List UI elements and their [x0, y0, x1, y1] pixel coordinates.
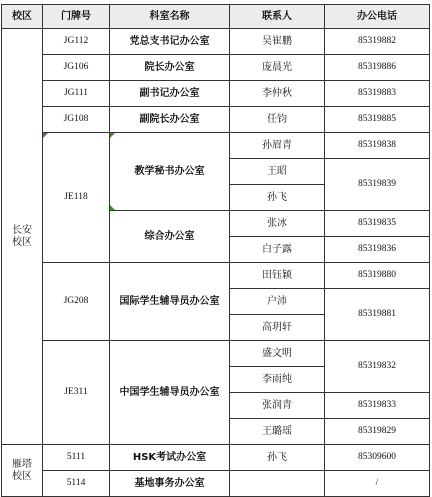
- contact-person: 任钧: [230, 107, 325, 133]
- table-row: [2, 133, 430, 159]
- room-number: JG111: [43, 81, 110, 107]
- department-name: 国际学生辅导员办公室: [110, 263, 230, 341]
- office-phone: /: [325, 471, 430, 497]
- department-name: 基地事务办公室: [110, 471, 230, 497]
- office-phone: 85319836: [325, 237, 430, 263]
- campus-label-line1: 雁塔: [12, 459, 32, 470]
- department-name: 副书记办公室: [110, 81, 230, 107]
- room-number: 5111: [43, 445, 110, 471]
- contact-person: 白子露: [230, 237, 325, 263]
- contact-person: 王璐瑶: [230, 419, 325, 445]
- office-phone: 85319832: [325, 341, 430, 393]
- department-name: 中国学生辅导员办公室: [110, 341, 230, 445]
- table-row: [2, 471, 430, 497]
- campus-yanta: [2, 445, 43, 497]
- department-name: 党总支书记办公室: [110, 29, 230, 55]
- room-number: JG108: [43, 107, 110, 133]
- header-contact: 联系人: [230, 5, 325, 29]
- campus-label-line2: 校区: [12, 236, 32, 248]
- office-phone: 85319886: [325, 55, 430, 81]
- office-phone: 85319883: [325, 81, 430, 107]
- department-name: 教学秘书办公室: [110, 133, 230, 211]
- room-number: 5114: [43, 471, 110, 497]
- header-phone: 办公电话: [325, 5, 430, 29]
- office-phone: 85319838: [325, 133, 430, 159]
- contact-person: 孙飞: [230, 445, 325, 471]
- office-phone: 85319881: [325, 289, 430, 341]
- contact-person: 李仲秋: [230, 81, 325, 107]
- table-row: [2, 81, 430, 107]
- contact-person: 张冰: [230, 211, 325, 237]
- contact-person: 户沛: [230, 289, 325, 315]
- room-number: JE311: [43, 341, 110, 445]
- office-phone: 85319839: [325, 159, 430, 211]
- header-room: 门牌号: [43, 5, 110, 29]
- department-name: HSK考试办公室: [110, 445, 230, 471]
- office-phone: 85319885: [325, 107, 430, 133]
- contact-person: 高玥轩: [230, 315, 325, 341]
- office-phone: 85319835: [325, 211, 430, 237]
- room-number: JE118: [43, 133, 110, 263]
- table-row: [2, 445, 430, 471]
- contact-person: 吴崔鹏: [230, 29, 325, 55]
- campus-changan: [2, 29, 43, 445]
- contact-person: 孙飞: [230, 185, 325, 211]
- campus-label-line2: 校区: [12, 470, 32, 482]
- header-dept: 科室名称: [110, 5, 230, 29]
- department-name: 副院长办公室: [110, 107, 230, 133]
- contact-person: 庞晨光: [230, 55, 325, 81]
- department-name: 院长办公室: [110, 55, 230, 81]
- department-name: 综合办公室: [110, 211, 230, 263]
- table-row: [2, 263, 430, 289]
- contact-person: 李雨纯: [230, 367, 325, 393]
- office-phone: 85319880: [325, 263, 430, 289]
- header-campus: 校区: [2, 5, 43, 29]
- office-phone: 85319829: [325, 419, 430, 445]
- office-phone: 85319833: [325, 393, 430, 419]
- contact-person: 田钰颖: [230, 263, 325, 289]
- room-number: JG208: [43, 263, 110, 341]
- contact-person: 孙眉青: [230, 133, 325, 159]
- table-row: [2, 55, 430, 81]
- room-number: JG106: [43, 55, 110, 81]
- room-number: JG112: [43, 29, 110, 55]
- contact-table: [1, 4, 430, 497]
- office-phone: 85319882: [325, 29, 430, 55]
- contact-person: [230, 471, 325, 497]
- campus-label-line1: 长安: [12, 225, 32, 236]
- table-row: [2, 29, 430, 55]
- contact-person: 盛文明: [230, 341, 325, 367]
- office-phone: 85309600: [325, 445, 430, 471]
- contact-person: 王昭: [230, 159, 325, 185]
- header-row: [2, 5, 430, 29]
- table-row: [2, 341, 430, 367]
- table-row: [2, 107, 430, 133]
- contact-person: 张润青: [230, 393, 325, 419]
